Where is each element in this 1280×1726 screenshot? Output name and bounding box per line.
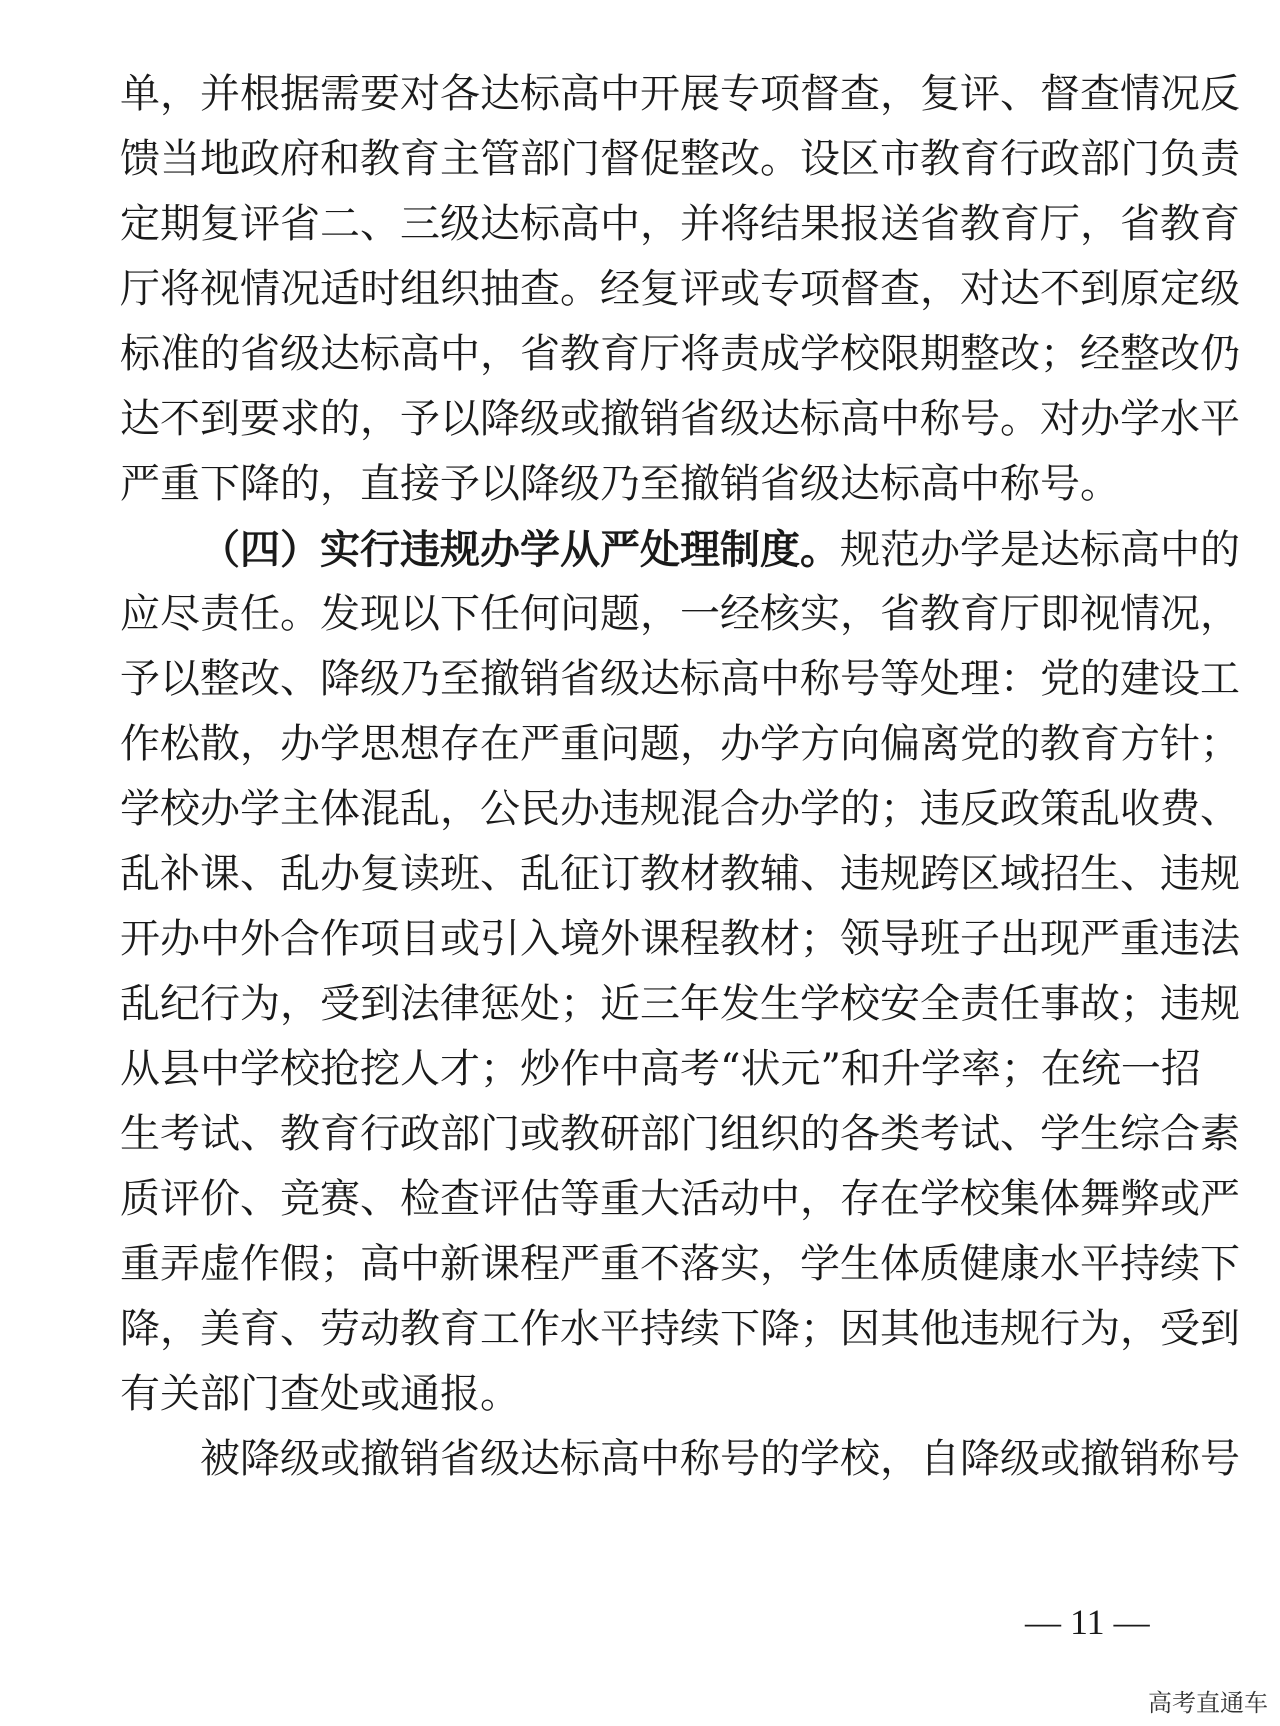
body-line: 予以整改、降级乃至撤销省级达标高中称号等处理：党的建设工	[120, 656, 1240, 702]
watermark: 高考直通车	[1148, 1689, 1268, 1717]
document-body	[120, 62, 1240, 1492]
body-line: 厅将视情况适时组织抽查。经复评或专项督查，对达不到原定级	[120, 266, 1240, 312]
body-line: 有关部门查处或通报。	[120, 1371, 520, 1417]
section-heading-line	[120, 517, 1240, 582]
body-line: 重弄虚作假；高中新课程严重不落实，学生体质健康水平持续下	[120, 1241, 1240, 1287]
body-line: 被降级或撤销省级达标高中称号的学校，自降级或撤销称号	[200, 1436, 1240, 1482]
body-line: 从县中学校抢挖人才；炒作中高考“状元”和升学率；在统一招	[120, 1046, 1201, 1092]
body-line: 质评价、竞赛、检查评估等重大活动中，存在学校集体舞弊或严	[120, 1176, 1240, 1222]
body-line: 达不到要求的，予以降级或撤销省级达标高中称号。对办学水平	[120, 396, 1240, 442]
body-line: 标准的省级达标高中，省教育厅将责成学校限期整改；经整改仍	[120, 331, 1240, 377]
body-line: 乱补课、乱办复读班、乱征订教材教辅、违规跨区域招生、违规	[120, 851, 1240, 897]
page-number: — 11 —	[1025, 1602, 1150, 1642]
body-line: 应尽责任。发现以下任何问题，一经核实，省教育厅即视情况，	[120, 591, 1240, 637]
body-line: 开办中外合作项目或引入境外课程教材；领导班子出现严重违法	[120, 916, 1240, 962]
body-line: 定期复评省二、三级达标高中，并将结果报送省教育厅，省教育	[120, 201, 1240, 247]
body-text: 规范办学是达标高中的	[840, 527, 1240, 573]
body-line: 生考试、教育行政部门或教研部门组织的各类考试、学生综合素	[120, 1111, 1240, 1157]
body-line: 降，美育、劳动教育工作水平持续下降；因其他违规行为，受到	[120, 1306, 1240, 1352]
section-heading: （四）实行违规办学从严处理制度。	[200, 526, 840, 573]
body-line: 单，并根据需要对各达标高中开展专项督查，复评、督查情况反	[120, 71, 1240, 117]
body-line: 乱纪行为，受到法律惩处；近三年发生学校安全责任事故；违规	[120, 981, 1240, 1027]
body-line: 馈当地政府和教育主管部门督促整改。设区市教育行政部门负责	[120, 136, 1240, 182]
body-line: 学校办学主体混乱，公民办违规混合办学的；违反政策乱收费、	[120, 786, 1240, 832]
body-line: 严重下降的，直接予以降级乃至撤销省级达标高中称号。	[120, 461, 1120, 507]
body-line: 作松散，办学思想存在严重问题，办学方向偏离党的教育方针；	[120, 721, 1240, 767]
